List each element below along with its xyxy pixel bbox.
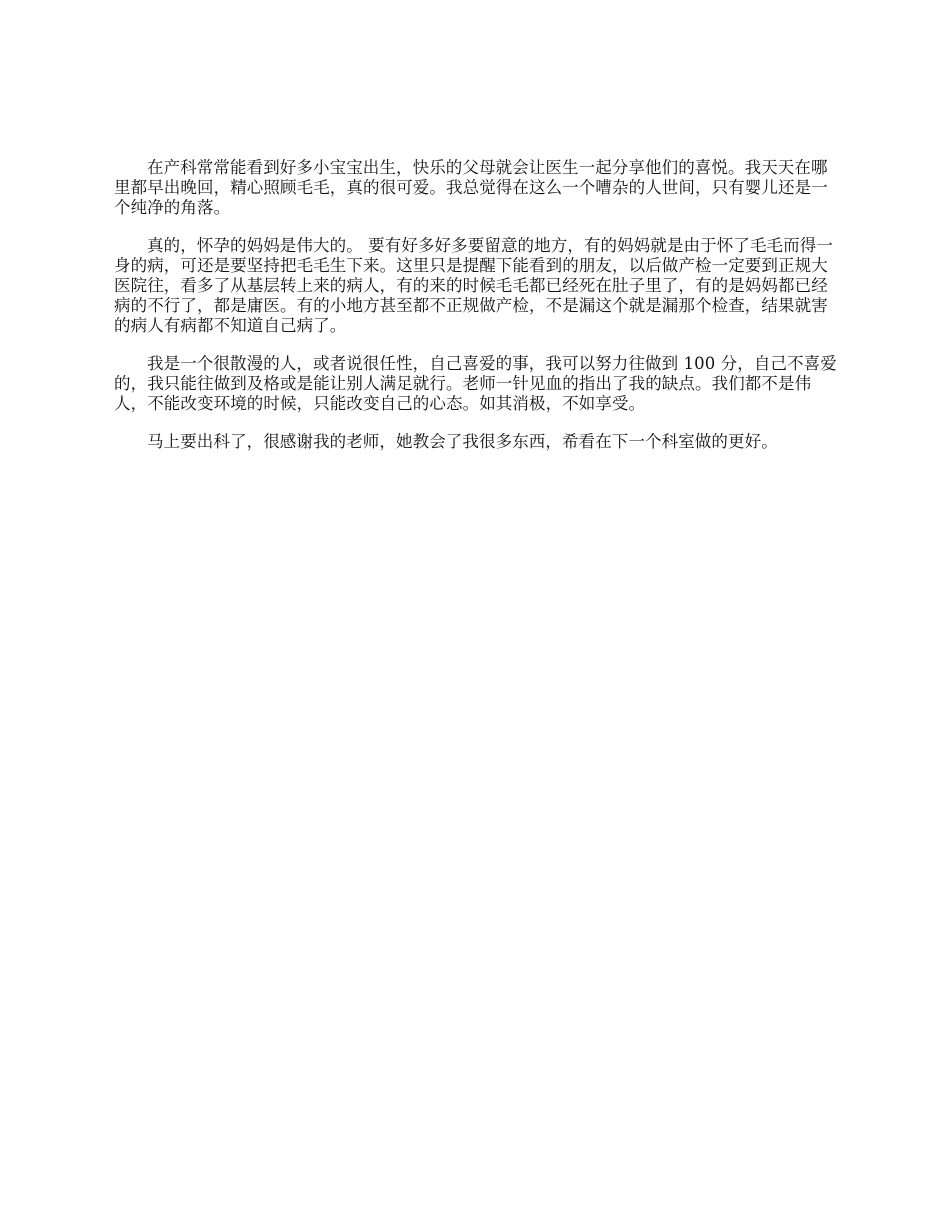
- document-body: [114, 158, 841, 470]
- paragraph-4: 马上要出科了，很感谢我的老师，她教会了我很多东西，希看在下一个科室做的更好。: [147, 432, 778, 451]
- paragraph-2: 真的，怀孕的妈妈是伟大的。 要有好多好多要留意的地方，有的妈妈就是由于怀了毛毛而得一身的病，可还是要坚持把毛毛生下来。这里只是提醒下能看到的朋友，以后做产检一定要到正规大医院往，看多了从基层转上来的病人，有的来的时候毛毛都已经死在肚子里了，有的是妈妈都已经病的不行了，都是庸医。有的小地方甚至都不正规做产检，不是漏这个就是漏那个检查，结果就害的病人有病都不知道自己病了。: [114, 236, 833, 335]
- paragraph-3: 我是一个很散漫的人，或者说很任性，自己喜爱的事，我可以努力往做到 100 分，自己不喜爱的，我只能往做到及格或是能让别人满足就行。老师一针见血的指出了我的缺点。我们都不是伟人，不能改变环境的时候，只能改变自己的心态。如其消极，不如享受。: [114, 354, 837, 413]
- paragraph-1: 在产科常常能看到好多小宝宝出生，快乐的父母就会让医生一起分享他们的喜悦。我天天在哪里都早出晚回，精心照顾毛毛，真的很可爱。我总觉得在这么一个嘈杂的人世间，只有婴儿还是一个纯净的角落。: [114, 158, 828, 217]
